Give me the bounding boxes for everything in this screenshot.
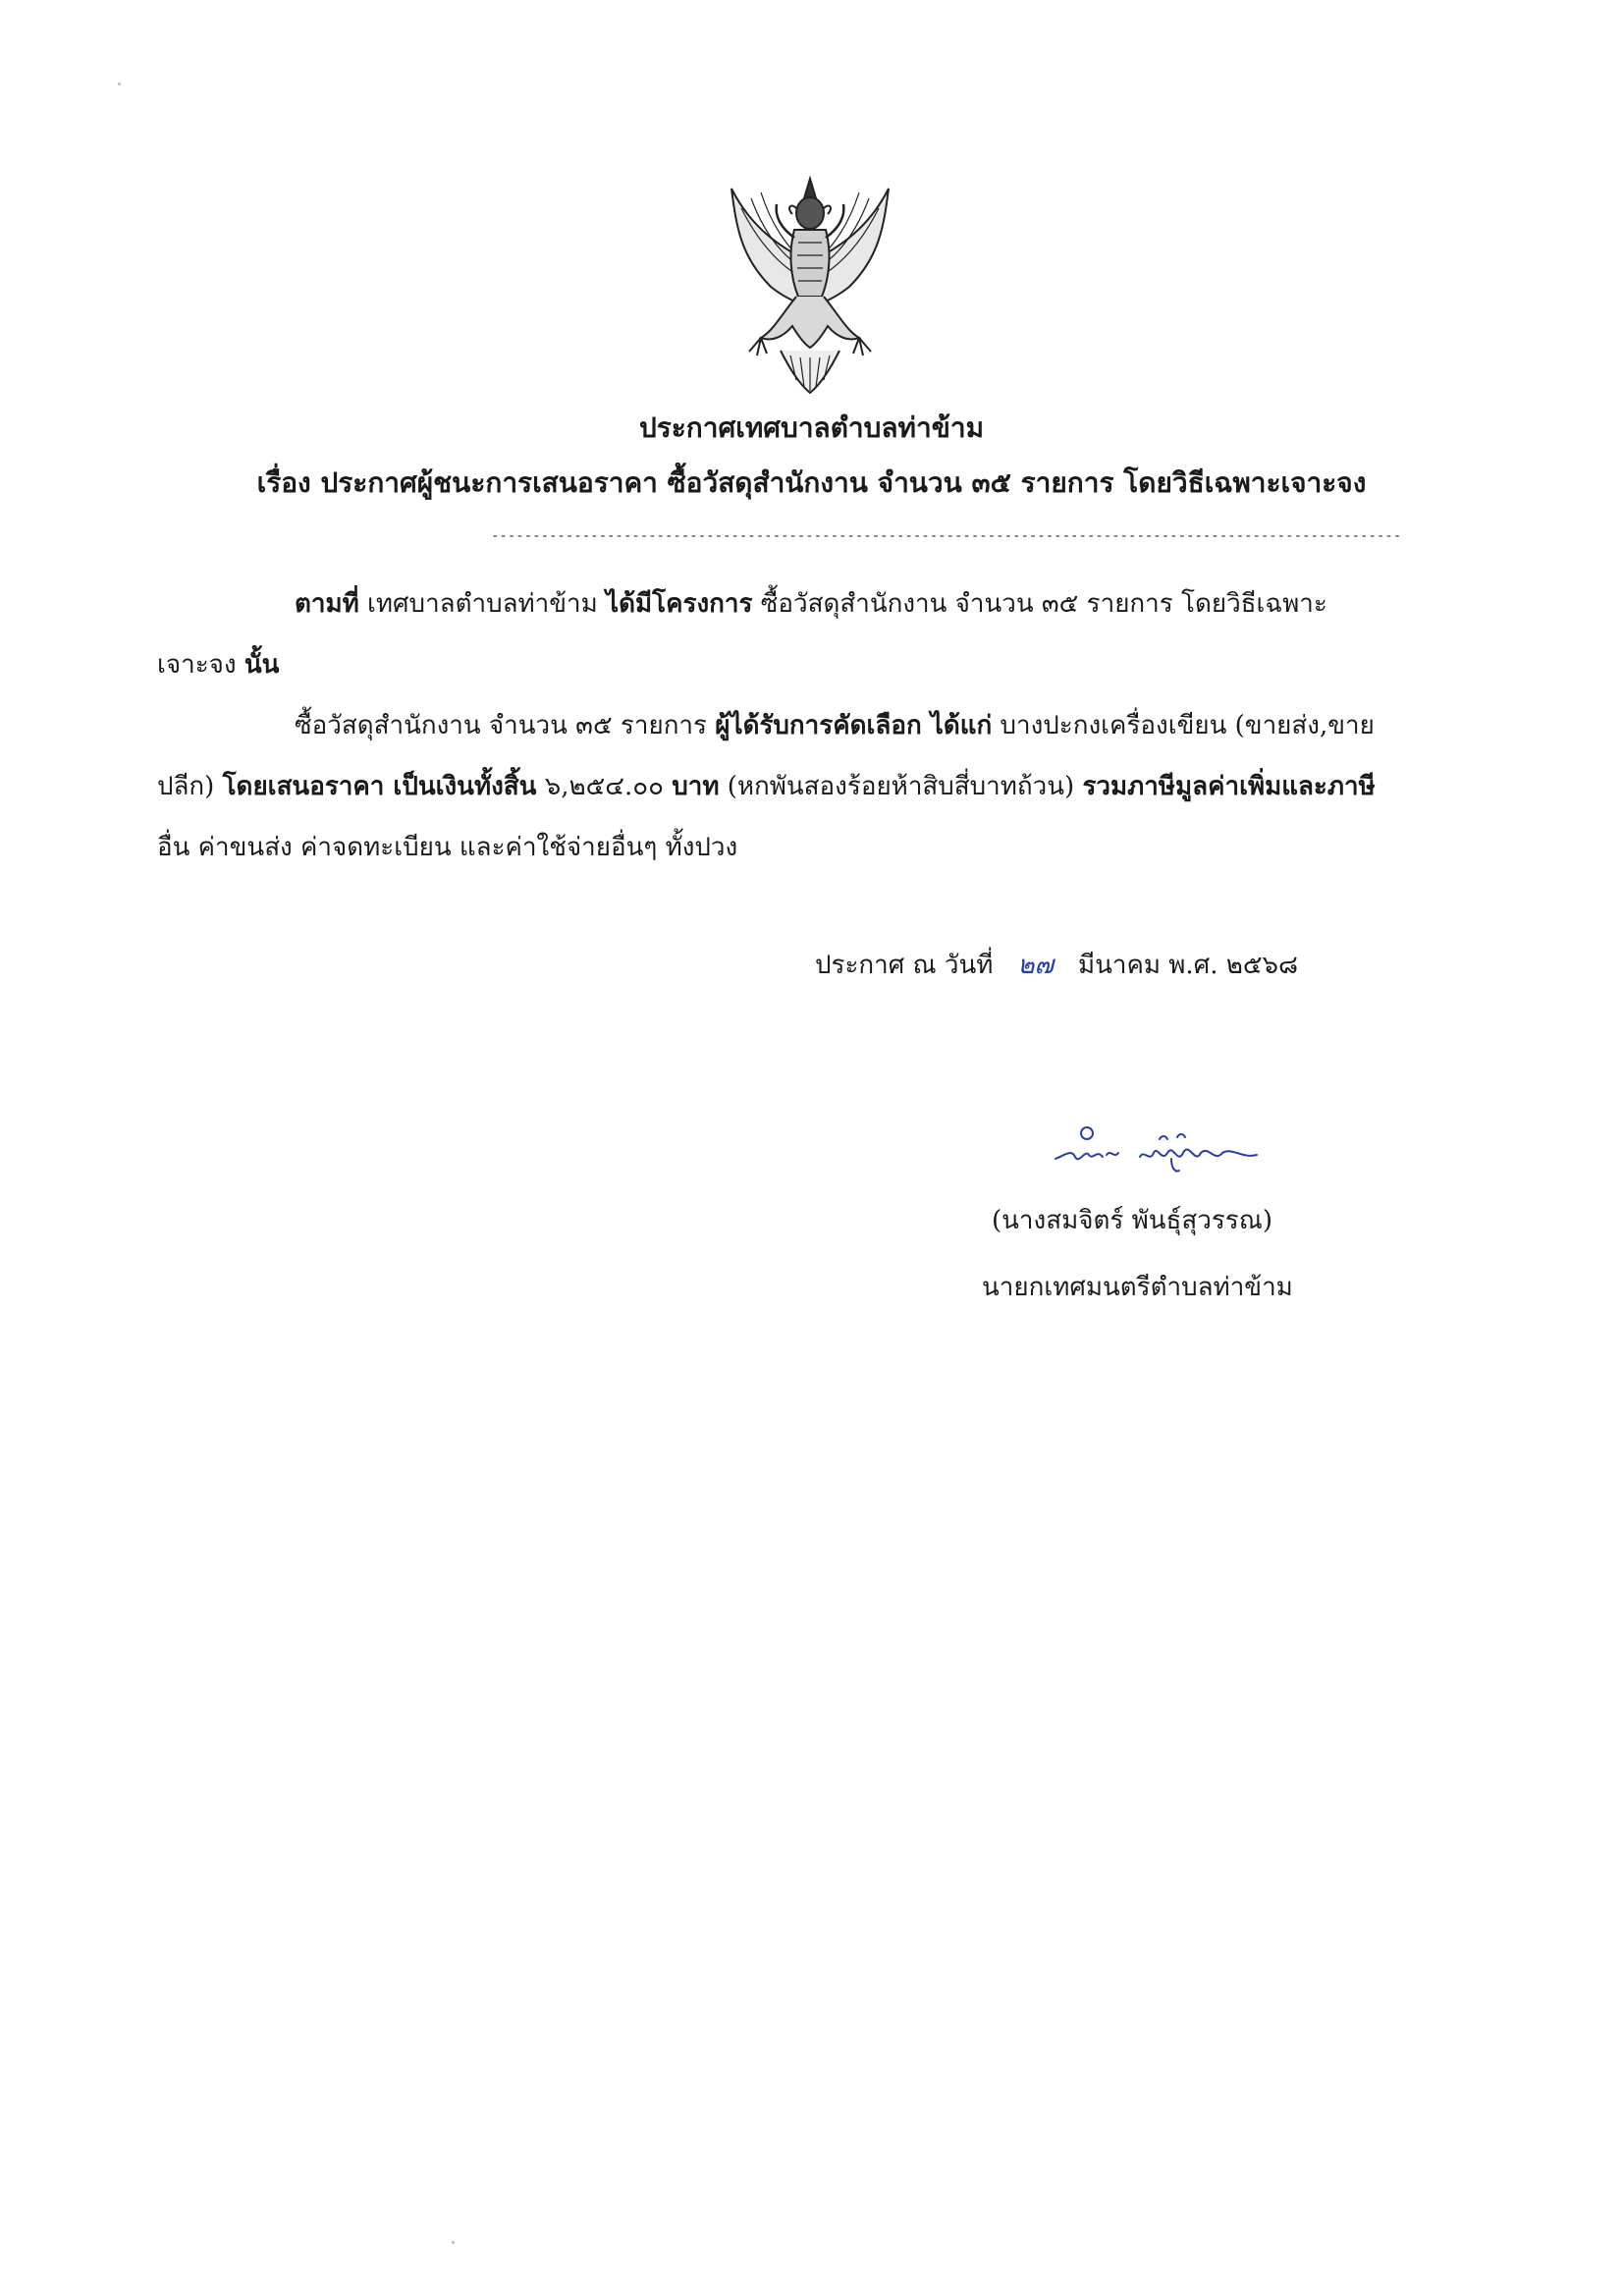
para2-line1: ซื้อวัสดุสำนักงาน จำนวน ๓๕ รายการ ผู้ได้รับการคัดเลือก ได้แก่ บางปะกงเครื่องเขียน (ขายส่ง,ขาย bbox=[295, 711, 1375, 740]
para2-line2: ปลีก) โดยเสนอราคา เป็นเงินทั้งสิ้น ๖,๒๕๔.๐๐ บาท (หกพันสองร้อยห้าสิบสี่บาทถ้วน) รวมภาษีมูลค่าเพิ่มและภาษี bbox=[157, 772, 1376, 801]
announcement-date: ประกาศ ณ วันที่ ๒๗ มีนาคม พ.ศ. ๒๕๖๘ bbox=[815, 945, 1298, 985]
subject-title: เรื่อง ประกาศผู้ชนะการเสนอราคา ซื้อวัสดุสำนักงาน จำนวน ๓๕ รายการ โดยวิธีเฉพาะเจาะจง bbox=[256, 466, 1367, 499]
scan-speck bbox=[452, 2241, 455, 2244]
signer-position: นายกเทศมนตรีตำบลท่าข้าม bbox=[982, 1273, 1293, 1302]
para2-line3: อื่น ค่าขนส่ง ค่าจดทะเบียน และค่าใช้จ่ายอื่นๆ ทั้งปวง bbox=[157, 833, 738, 862]
announcer-title: ประกาศเทศบาลตำบลท่าข้าม bbox=[638, 411, 985, 444]
para1-line1: ตามที่ เทศบาลตำบลท่าข้าม ได้มีโครงการ ซื้อวัสดุสำนักงาน จำนวน ๓๕ รายการ โดยวิธีเฉพาะ bbox=[295, 589, 1327, 619]
signer-name: (นางสมจิตร์ พันธุ์สุวรรณ) bbox=[992, 1206, 1273, 1235]
handwritten-signature bbox=[1046, 1120, 1271, 1178]
divider: -------------------------------------------------------------------------------------------------------------- bbox=[491, 528, 1402, 544]
para1-line2: เจาะจง นั้น bbox=[157, 650, 280, 680]
garuda-emblem-icon bbox=[702, 169, 918, 405]
handwritten-day: ๒๗ bbox=[1017, 951, 1055, 980]
scan-speck bbox=[118, 82, 121, 85]
